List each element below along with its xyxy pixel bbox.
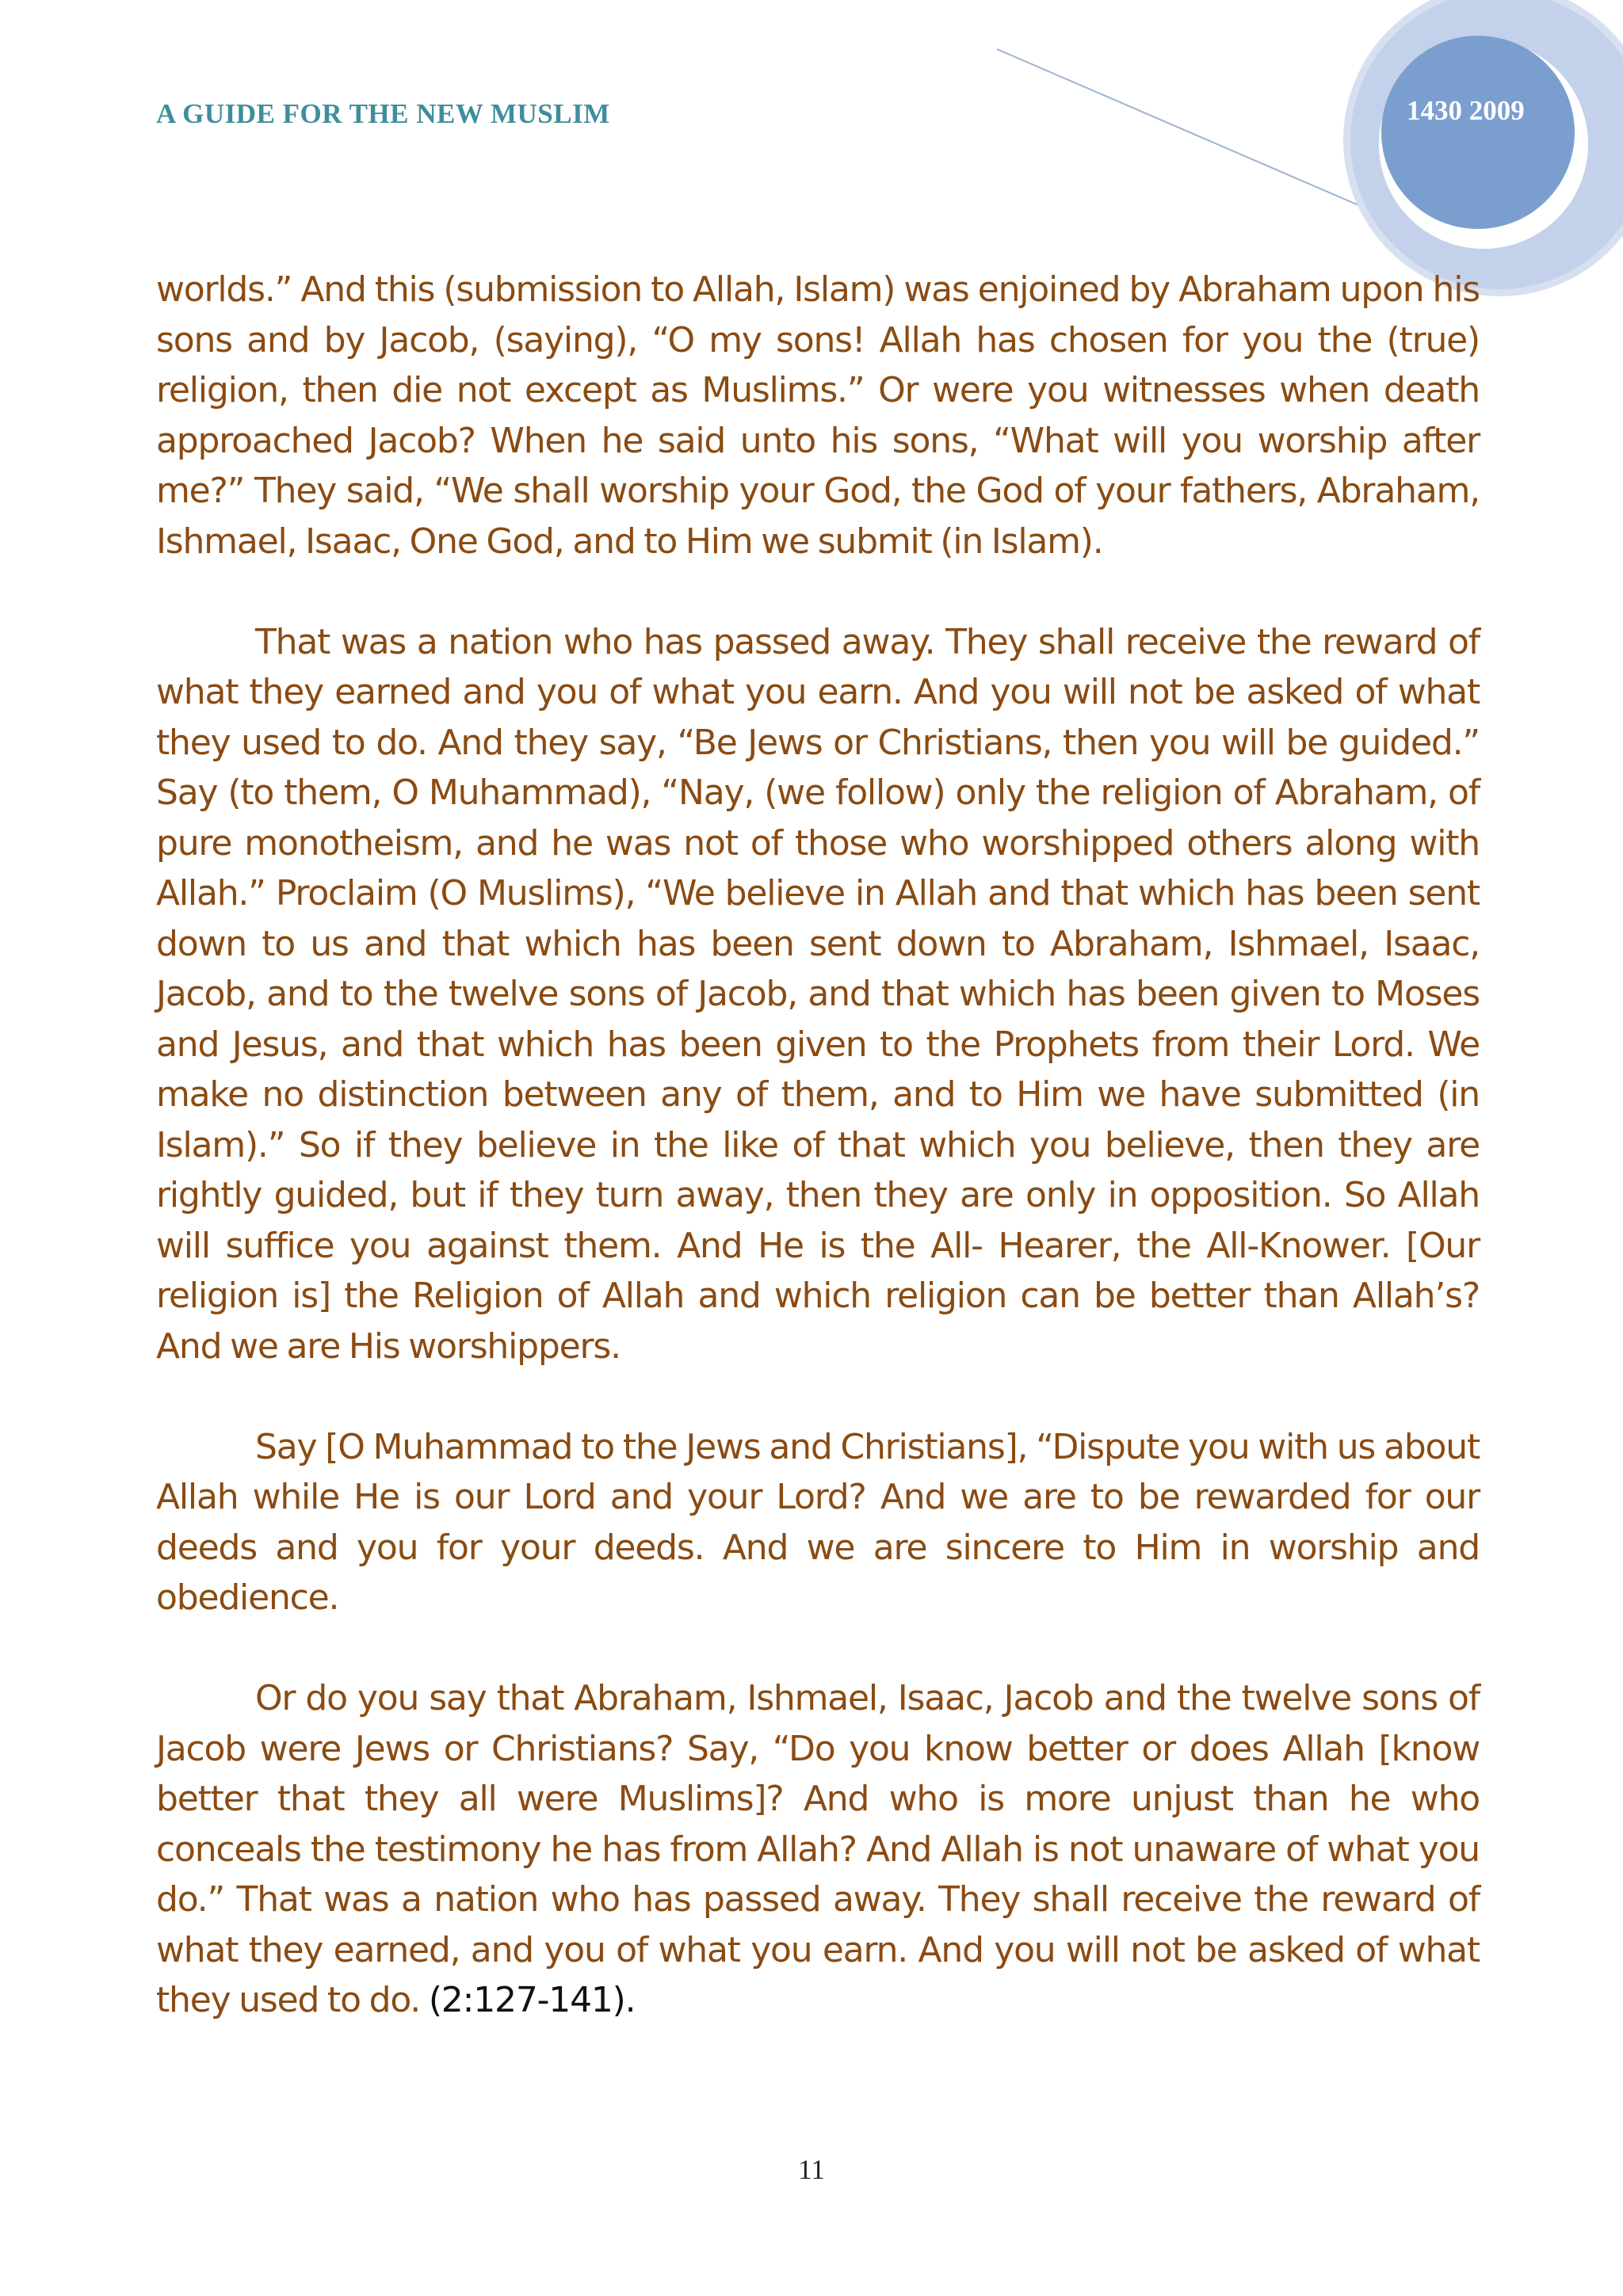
document-header-title: A GUIDE FOR THE NEW MUSLIM xyxy=(156,98,610,129)
paragraph-1: worlds.” And this (submission to Allah, Islam) was enjoined by Abraham upon his sons and by Jacob, (saying), “O my sons! Allah has chosen for you the (true) religion, then die not except as Muslims.” Or were you witnesses when death approached Jacob? When he said unto his sons, “What will you worship after me?” They said, “We shall worship your God, the God of your fathers, Abraham, Ishmael, Isaac, One God, and to Him we submit (in Islam). xyxy=(156,269,1480,562)
paragraph-4-text: Or do you say that Abraham, Ishmael, Isaac, Jacob and the twelve sons of Jacob were Jews or Christians? Say, “Do you know better or does Allah [know better that they all were Muslims]? And who is more unjust than he who conceals the testimony he has from Allah? And Allah is not unaware of what you do.” That was a nation who has passed away. They shall receive the reward of what they earned, and you of what you earn. And you will not be asked of what they used to do. xyxy=(156,1678,1480,2020)
document-header-year: 1430 2009 xyxy=(1407,95,1525,126)
verse-reference: (2:127-141). xyxy=(428,1980,636,2020)
paragraph-2: That was a nation who has passed away. They shall receive the reward of what they earned and you of what you earn. And you will not be asked of what they used to do. And they say, “Be Jews or Christians, then you will be guided.” Say (to them, O Muhammad), “Nay, (we follow) only the religion of Abraham, of pure monotheism, and he was not of those who worshipped others along with Allah.” Proclaim (O Muslims), “We believe in Allah and that which has been sent down to us and that which has been sent down to Abraham, Ishmael, Isaac, Jacob, and to the twelve sons of Jacob, and that which has been given to Moses and Jesus, and that which has been given to the Prophets from their Lord. We make no distinction between any of them, and to Him we have submitted (in Islam).” So if they believe in the like of that which you believe, then they are rightly guided, but if they turn away, then they are only in opposition. So Allah will suffice you against them. And He is the All- Hearer, the All-Knower. [Our religion is] the Religion of Allah and which religion can be better than Allah’s? And we are His worshippers. xyxy=(156,621,1480,1367)
page-number: 11 xyxy=(798,2154,825,2185)
paragraph-3: Say [O Muhammad to the Jews and Christians], “Dispute you with us about Allah while He is our Lord and your Lord? And we are to be rewarded for our deeds and you for your deeds. And we are sincere to Him in worship and obedience. xyxy=(156,1426,1480,1618)
paragraph-4 xyxy=(156,1673,1480,2026)
body-text xyxy=(156,265,1480,2076)
